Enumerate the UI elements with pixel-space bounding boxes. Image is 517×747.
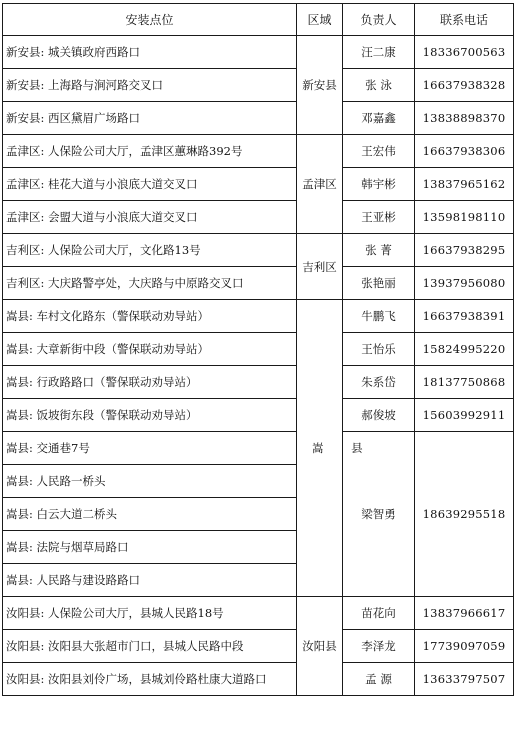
- location-cell: 嵩县: 大章新街中段（警保联动劝导站）: [3, 333, 297, 366]
- header-region: 区域: [297, 4, 343, 36]
- location-cell: 嵩县: 交通巷7号: [3, 432, 297, 465]
- table-row: [3, 432, 514, 465]
- person-cell: 孟 源: [343, 663, 415, 696]
- location-cell: 嵩县: 行政路路口（警保联动劝导站）: [3, 366, 297, 399]
- table-row: [3, 399, 514, 432]
- header-person: 负责人: [343, 4, 415, 36]
- person-cell: 张 泳: [343, 69, 415, 102]
- location-cell: 嵩县: 饭坡街东段（警保联动劝导站）: [3, 399, 297, 432]
- person-cell: 张 菁: [343, 234, 415, 267]
- person-cell: 邓嘉鑫: [343, 102, 415, 135]
- table-row: [3, 597, 514, 630]
- region-cell: 汝阳县: [297, 597, 343, 696]
- phone-cell: 13633797507: [415, 663, 514, 696]
- table-row: [3, 135, 514, 168]
- header-phone: 联系电话: [415, 4, 514, 36]
- phone-cell: 13837966617: [415, 597, 514, 630]
- table-row: [3, 267, 514, 300]
- phone-cell: 13837965162: [415, 168, 514, 201]
- person-cell: 王亚彬: [343, 201, 415, 234]
- phone-cell: 18336700563: [415, 36, 514, 69]
- region-cell: 孟津区: [297, 135, 343, 234]
- table-row: [3, 663, 514, 696]
- person-cell: 郝俊坡: [343, 399, 415, 432]
- location-cell: 汝阳县: 人保险公司大厅，县城人民路18号: [3, 597, 297, 630]
- location-cell: 嵩县: 法院与烟草局路口: [3, 531, 297, 564]
- table-row: [3, 333, 514, 366]
- table-row: [3, 630, 514, 663]
- location-cell: 嵩县: 人民路与建设路路口: [3, 564, 297, 597]
- phone-cell: 18639295518: [415, 432, 514, 597]
- person-cell: 苗花向: [343, 597, 415, 630]
- location-cell: 孟津区: 会盟大道与小浪底大道交叉口: [3, 201, 297, 234]
- header-row: [3, 4, 514, 36]
- person-cell: 牛鹏飞: [343, 300, 415, 333]
- person-cell: 张艳丽: [343, 267, 415, 300]
- table-row: [3, 366, 514, 399]
- location-cell: 吉利区: 大庆路警亭处，大庆路与中原路交叉口: [3, 267, 297, 300]
- phone-cell: 18137750868: [415, 366, 514, 399]
- location-cell: 新安县: 城关镇政府西路口: [3, 36, 297, 69]
- person-cell: 李泽龙: [343, 630, 415, 663]
- table-row: [3, 102, 514, 135]
- person-cell: 韩宇彬: [343, 168, 415, 201]
- phone-cell: 13838898370: [415, 102, 514, 135]
- table-row: [3, 234, 514, 267]
- region-cell: 吉利区: [297, 234, 343, 300]
- location-cell: 嵩县: 白云大道二桥头: [3, 498, 297, 531]
- person-cell: 王怡乐: [343, 333, 415, 366]
- location-cell: 嵩县: 车村文化路东（警保联动劝导站）: [3, 300, 297, 333]
- region-cell: 新安县: [297, 36, 343, 135]
- person-cell: 汪二康: [343, 36, 415, 69]
- phone-cell: 15824995220: [415, 333, 514, 366]
- phone-cell: 16637938328: [415, 69, 514, 102]
- table-row: [3, 168, 514, 201]
- location-cell: 新安县: 西区黛眉广场路口: [3, 102, 297, 135]
- person-cell: 王宏伟: [343, 135, 415, 168]
- location-cell: 吉利区: 人保险公司大厅，文化路13号: [3, 234, 297, 267]
- table-row: [3, 201, 514, 234]
- region-cell: 嵩 县: [297, 300, 343, 597]
- table-row: [3, 69, 514, 102]
- phone-cell: 16637938306: [415, 135, 514, 168]
- header-location: 安装点位: [3, 4, 297, 36]
- phone-cell: 16637938391: [415, 300, 514, 333]
- location-cell: 新安县: 上海路与涧河路交叉口: [3, 69, 297, 102]
- location-cell: 孟津区: 人保险公司大厅，孟津区蕙琳路392号: [3, 135, 297, 168]
- person-cell: 朱系岱: [343, 366, 415, 399]
- location-cell: 汝阳县: 汝阳县大张超市门口，县城人民路中段: [3, 630, 297, 663]
- phone-cell: 13937956080: [415, 267, 514, 300]
- phone-cell: 13598198110: [415, 201, 514, 234]
- person-cell: 梁智勇: [343, 432, 415, 597]
- location-cell: 汝阳县: 汝阳县刘伶广场，县城刘伶路杜康大道路口: [3, 663, 297, 696]
- location-cell: 孟津区: 桂花大道与小浪底大道交叉口: [3, 168, 297, 201]
- table-row: [3, 300, 514, 333]
- phone-cell: 16637938295: [415, 234, 514, 267]
- location-cell: 嵩县: 人民路一桥头: [3, 465, 297, 498]
- table-row: [3, 36, 514, 69]
- installation-contacts-table: [2, 3, 514, 696]
- phone-cell: 17739097059: [415, 630, 514, 663]
- phone-cell: 15603992911: [415, 399, 514, 432]
